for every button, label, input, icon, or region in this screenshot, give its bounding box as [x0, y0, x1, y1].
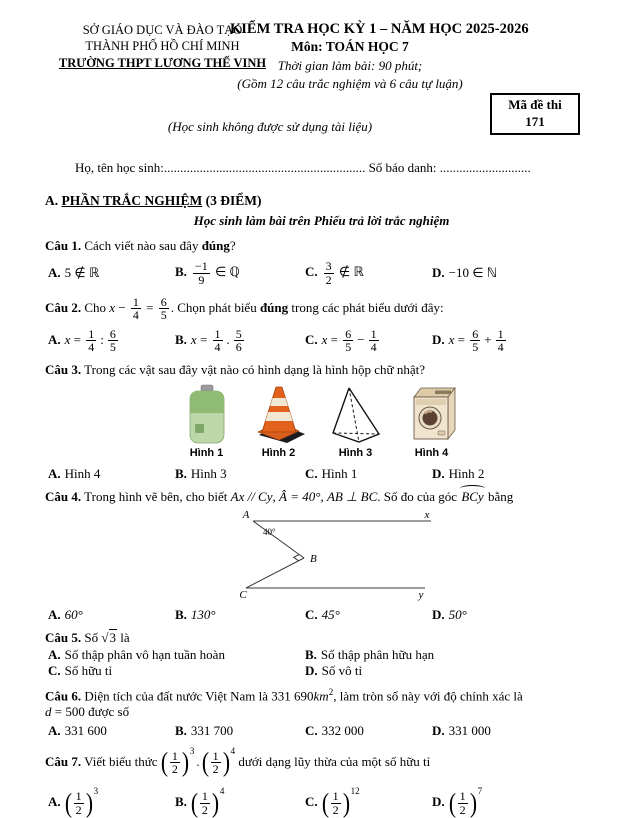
q5-option-b: B. Số thập phân hữu hạn — [305, 647, 435, 663]
q3-option-b: B. Hình 3 — [175, 465, 227, 481]
traffic-cone-image — [253, 384, 305, 444]
section-a-title: A. PHẦN TRẮC NGHIỆM (3 ĐIỂM) — [45, 193, 262, 208]
figure-triangular-prism — [331, 384, 381, 461]
exam-composition: (Gồm 12 câu trắc nghiệm và 6 câu tự luận) — [237, 76, 463, 92]
q3-option-a: A. Hình 4 — [48, 465, 101, 481]
q3-figure-row — [45, 384, 598, 461]
q7-option-c: C. ( $\frac{1}{2}$ ) 12 — [305, 785, 360, 818]
q5-option-d: D. Số vô tỉ — [305, 663, 363, 679]
q6-option-d: D. 331 000 — [432, 722, 491, 738]
q4-option-d: D. 50° — [432, 606, 467, 622]
q4-option-b: B. 130° — [175, 606, 216, 622]
q6-line2: d = 500 được số — [45, 704, 130, 720]
student-id-blank: ............................ — [439, 159, 531, 175]
q3-option-d: D. Hình 2 — [432, 465, 485, 481]
q6-option-a: A. 331 600 — [48, 722, 107, 738]
q7-option-b: B. ( $\frac{1}{2}$ ) 4 — [175, 785, 225, 818]
angle-40-label: 40° — [263, 527, 276, 538]
label-C: C — [239, 589, 247, 602]
label-x: x — [424, 509, 430, 522]
question-1: Câu 1. Cách viết nào sau đây đúng? A. 5 ∉ ℝ B. $\frac{-1}{9}$ ∈ ℚ C. $\frac{3}{2}$ ∉ ℝ D. −10 ∈ ℕ — [45, 238, 598, 287]
q5-option-c: C. Số hữu tỉ — [48, 663, 113, 679]
figure-1-caption: Hình 1 — [189, 447, 224, 460]
question-7: Câu 7. Viết biểu thức ( $\frac{1}{2}$ ) 3 . ( $\frac{1}{2}$ ) 4 dưới dạng lũy thừa của một số hữu tỉ A. ( $\frac{1}{2}$ ) 3 B. ( $\frac{1}{2}$ ) 4 C. ( $\frac{1}{2}$ ) 12 D. ( $\frac{1}{2}$ ) 7 — [45, 749, 598, 817]
figure-traffic-cone — [253, 384, 305, 461]
label-y: y — [418, 589, 424, 602]
exam-subject: Môn: TOÁN HỌC 7 — [291, 39, 409, 55]
question-6-label: Câu 6. — [45, 688, 82, 704]
question-5-label: Câu 5. — [45, 629, 82, 645]
power-expression-2: ( $\frac{1}{2}$ ) 4 — [201, 745, 236, 778]
question-4: Câu 4. Trong hình vẽ bên, cho biết Ax // Cy, Â = 40°, AB ⊥ BC. Số đo của góc BCy bằng A x B C y 40° A. 60° B. 130° C. 45° D. 50° — [45, 489, 598, 623]
exam-code-value: 171 — [525, 113, 545, 129]
student-info-line — [45, 160, 598, 176]
question-3: Câu 3. Trong các vật sau đây vật nào có hình dạng là hình hộp chữ nhật? Hình 1 Hình 2 Hình 3 Hình 4 A. Hình 4 B. Hình 3 C. Hình 1 D. Hình 2 — [45, 362, 598, 482]
washing-machine-image — [407, 384, 457, 444]
student-name-label: Họ, tên học sinh: — [75, 159, 164, 175]
q3-option-c: C. Hình 1 — [305, 465, 358, 481]
question-5: Câu 5. Số √3 là A. Số thập phân vô hạn tuần hoàn B. Số thập phân hữu hạn C. Số hữu tỉ D. Số vô tỉ — [45, 630, 598, 680]
power-expression-1: ( $\frac{1}{2}$ ) 3 — [160, 745, 195, 778]
question-7-label: Câu 7. — [45, 753, 82, 769]
exam-header — [45, 20, 598, 93]
q5-option-a: A. Số thập phân vô hạn tuần hoàn — [48, 647, 225, 663]
figure-2-caption: Hình 2 — [261, 447, 296, 460]
exam-code-box — [490, 93, 580, 135]
exam-title: KIỂM TRA HỌC KỲ 1 – NĂM HỌC 2025-2026 — [230, 21, 529, 37]
angle-bcy: BCy — [461, 489, 484, 505]
question-2-label: Câu 2. — [45, 299, 82, 315]
question-4-label: Câu 4. — [45, 489, 82, 505]
sqrt-3: √3 — [101, 629, 116, 645]
q2-option-d: D. x = $\frac{6}{5}$ + $\frac{1}{4}$ — [432, 326, 504, 355]
label-A: A — [242, 509, 250, 522]
student-id-label: Số báo danh: — [365, 159, 440, 175]
q6-option-b: B. 331 700 — [175, 722, 234, 738]
question-3-label: Câu 3. — [45, 361, 82, 377]
section-a-instruction: Học sinh làm bài trên Phiếu trả lời trắc nghiệm — [193, 212, 450, 228]
figure-battery — [187, 384, 227, 461]
q6-option-c: C. 332 000 — [305, 722, 364, 738]
q1-option-d: D. −10 ∈ ℕ — [432, 265, 498, 281]
question-2: Câu 2. Cho x − $\frac{1}{4}$ = $\frac{6}{5}$ . Chọn phát biểu đúng trong các phát biểu dưới đây: A. x = $\frac{1}{4}$ : $\frac{6}{5}$ B. x = $\frac{1}{4}$ . $\frac{5}{6}$ C. x = $\frac{6}{5}$ − $\frac{1}{4}$ D. x = $\frac{6}{5}$ + $\frac{1}{4}$ — [45, 295, 598, 355]
no-materials-note: (Học sinh không được sử dụng tài liệu) — [167, 118, 373, 134]
exam-title-block — [230, 20, 529, 93]
q1-option-b: B. $\frac{-1}{9}$ ∈ ℚ — [175, 259, 240, 287]
question-1-label: Câu 1. — [45, 238, 82, 254]
exam-duration: Thời gian làm bài: 90 phút; — [277, 58, 423, 73]
q1-option-a: A. 5 ∉ ℝ — [48, 265, 100, 281]
q2-option-c: C. x = $\frac{6}{5}$ − $\frac{1}{4}$ — [305, 326, 377, 355]
department-line2: THÀNH PHỐ HỒ CHÍ MINH — [85, 38, 240, 53]
q2-option-b: B. x = $\frac{1}{4}$ . $\frac{5}{6}$ — [175, 326, 242, 355]
student-name-blank: .............................................................. — [163, 159, 366, 175]
figure-3-caption: Hình 3 — [338, 447, 373, 460]
q4-option-a: A. 60° — [48, 606, 83, 622]
school-name: TRƯỜNG THPT LƯƠNG THẾ VINH — [58, 56, 267, 71]
battery-image — [187, 384, 227, 444]
q4-geometry-figure — [213, 509, 598, 603]
label-B: B — [310, 553, 317, 566]
q4-option-c: C. 45° — [305, 606, 340, 622]
q1-option-c: C. $\frac{3}{2}$ ∉ ℝ — [305, 259, 364, 287]
figure-4-caption: Hình 4 — [414, 447, 449, 460]
q7-option-a: A. ( $\frac{1}{2}$ ) 3 — [48, 785, 99, 818]
triangular-prism-image — [331, 384, 381, 444]
figure-washing-machine — [407, 384, 457, 461]
question-6: Câu 6. Diện tích của đất nước Việt Nam là 331 $690km^2$, làm tròn số này với độ chính xác là d = 500 được số A. 331 600 B. 331 700 C. 332 000 D. 331 000 — [45, 687, 598, 739]
q2-option-a: A. x = $\frac{1}{4}$ : $\frac{6}{5}$ — [48, 326, 116, 355]
exam-code-label: Mã đề thi — [508, 97, 562, 112]
q7-option-d: D. ( $\frac{1}{2}$ ) 7 — [432, 785, 483, 818]
department-line1: SỞ GIÁO DỤC VÀ ĐÀO TẠO — [82, 23, 243, 37]
